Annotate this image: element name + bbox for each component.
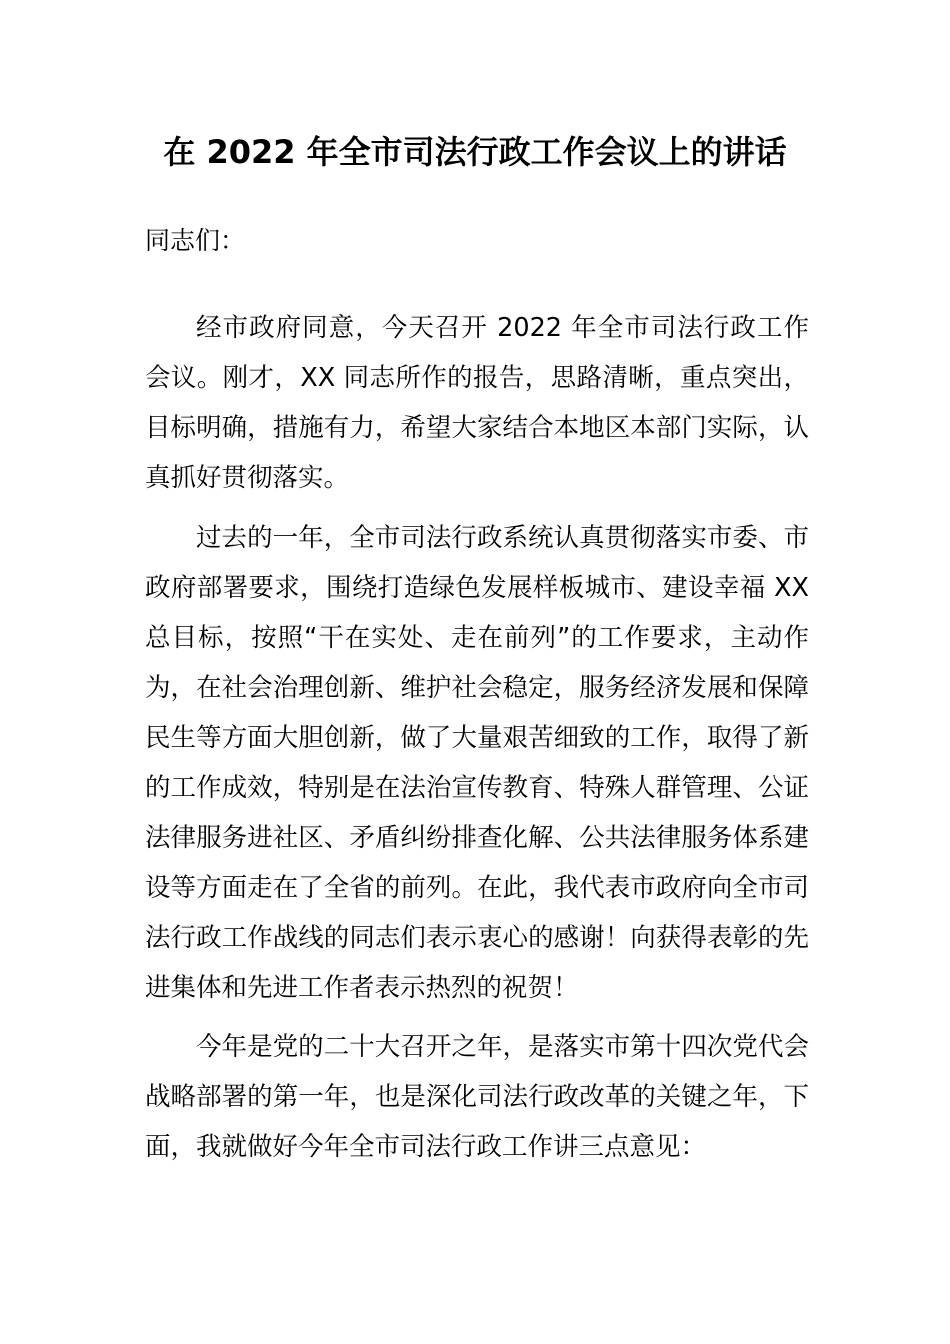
- paragraph-outlook: 今年是党的二十大召开之年，是落实市第十四次党代会战略部署的第一年，也是深化司法行政改革的关键之年，下面，我就做好今年全市司法行政工作讲三点意见：: [145, 1032, 809, 1162]
- paragraph-review: 过去的一年，全市司法行政系统认真贯彻落实市委、市政府部署要求，围绕打造绿色发展样板城市、建设幸福 XX 总目标，按照“干在实处、走在前列”的工作要求，主动作为，在社会治理创新、维护社会稳定，服务经济发展和保障民生等方面大胆创新，做了大量艰苦细致的工作，取得了新的工作成效，特别是在法治宣传教育、特殊人群管理、公证法律服务进社区、矛盾纠纷排查化解、公共法律服务体系建设等方面走在了全省的前列。在此，我代表市政府向全市司法行政工作战线的同志们表示衷心的感谢！向获得表彰的先进集体和先进工作者表示热烈的祝贺！: [145, 523, 809, 1003]
- document-title: 在 2022 年全市司法行政工作会议上的讲话: [163, 133, 787, 171]
- paragraph-opening: 经市政府同意，今天召开 2022 年全市司法行政工作会议。刚才，XX 同志所作的报告，思路清晰，重点突出，目标明确，措施有力，希望大家结合本地区本部门实际，认真抓好贯彻落实。: [145, 313, 809, 493]
- salutation: 同志们：: [145, 226, 246, 255]
